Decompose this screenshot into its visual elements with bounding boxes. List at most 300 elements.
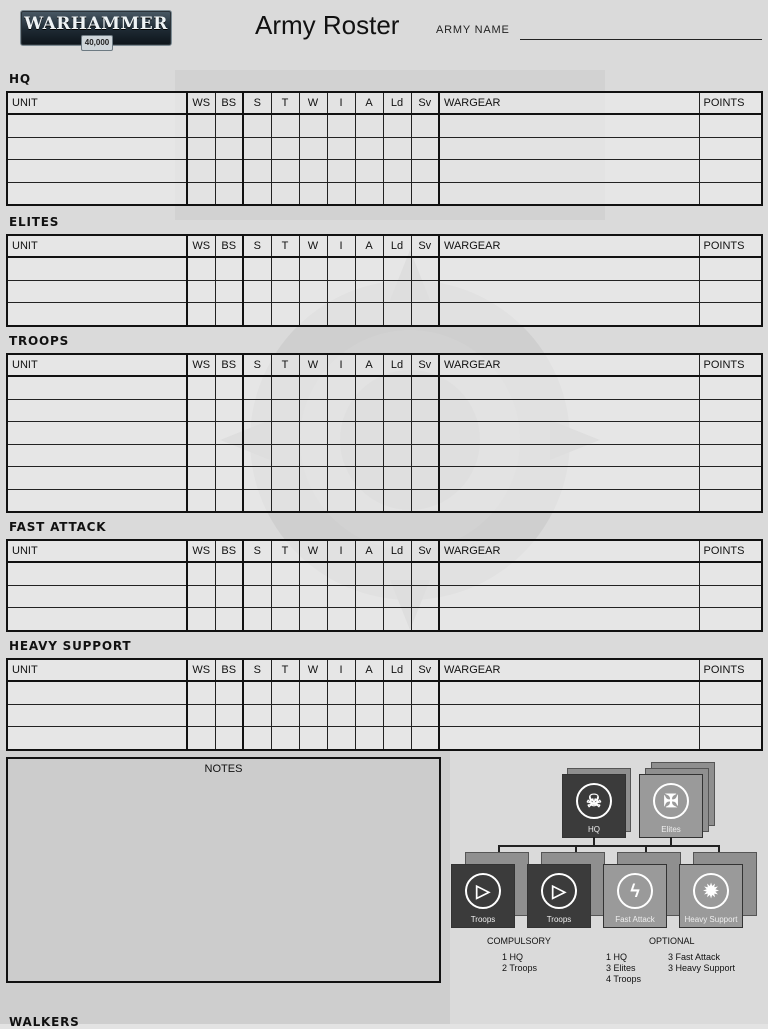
table-cell-i[interactable]: [327, 562, 355, 585]
table-cell-points[interactable]: [699, 562, 762, 585]
table-cell-i[interactable]: [327, 399, 355, 422]
table-cell-ws[interactable]: [187, 467, 215, 490]
table-cell-w[interactable]: [299, 182, 327, 205]
table-cell-ld[interactable]: [383, 160, 411, 183]
table-cell-ld[interactable]: [383, 422, 411, 445]
table-cell-ld[interactable]: [383, 467, 411, 490]
table-cell-points[interactable]: [699, 489, 762, 512]
table-row: [7, 182, 762, 205]
table-cell-t[interactable]: [271, 444, 299, 467]
table-cell-w[interactable]: [299, 704, 327, 727]
table-cell-ld[interactable]: [383, 608, 411, 631]
table-cell-w[interactable]: [299, 160, 327, 183]
table-cell-points[interactable]: [699, 303, 762, 326]
table-cell-wargear[interactable]: [439, 704, 699, 727]
table-cell-sv[interactable]: [411, 399, 439, 422]
table-cell-s[interactable]: [243, 114, 271, 137]
table-cell-wargear[interactable]: [439, 727, 699, 750]
table-cell-s[interactable]: [243, 585, 271, 608]
column-header: POINTS: [699, 92, 762, 114]
table-cell-a[interactable]: [355, 160, 383, 183]
column-header: Sv: [411, 92, 439, 114]
table-cell-w[interactable]: [299, 444, 327, 467]
table-cell-w[interactable]: [299, 376, 327, 399]
table-cell-sv[interactable]: [411, 114, 439, 137]
column-header: S: [243, 659, 271, 681]
table-cell-t[interactable]: [271, 303, 299, 326]
table-cell-points[interactable]: [699, 704, 762, 727]
table-cell-a[interactable]: [355, 704, 383, 727]
table-cell-unit[interactable]: [7, 727, 187, 750]
table-cell-t[interactable]: [271, 257, 299, 280]
table-cell-bs[interactable]: [215, 303, 243, 326]
table-cell-unit[interactable]: [7, 681, 187, 704]
table-cell-ws[interactable]: [187, 585, 215, 608]
table-cell-wargear[interactable]: [439, 562, 699, 585]
table-cell-w[interactable]: [299, 562, 327, 585]
table-cell-a[interactable]: [355, 444, 383, 467]
table-cell-unit[interactable]: [7, 704, 187, 727]
table-cell-ld[interactable]: [383, 303, 411, 326]
table-cell-s[interactable]: [243, 704, 271, 727]
table-cell-ld[interactable]: [383, 257, 411, 280]
table-cell-i[interactable]: [327, 608, 355, 631]
table-row: [7, 160, 762, 183]
table-cell-w[interactable]: [299, 257, 327, 280]
table-cell-points[interactable]: [699, 444, 762, 467]
table-cell-bs[interactable]: [215, 608, 243, 631]
notes-box[interactable]: [6, 757, 441, 983]
table-cell-s[interactable]: [243, 257, 271, 280]
section-title-walkers: WALKERS: [9, 1015, 80, 1029]
table-cell-unit[interactable]: [7, 376, 187, 399]
table-cell-t[interactable]: [271, 182, 299, 205]
table-cell-ws[interactable]: [187, 727, 215, 750]
table-cell-i[interactable]: [327, 376, 355, 399]
table-cell-wargear[interactable]: [439, 399, 699, 422]
table-cell-t[interactable]: [271, 376, 299, 399]
table-cell-ws[interactable]: [187, 704, 215, 727]
table-cell-sv[interactable]: [411, 704, 439, 727]
table-cell-w[interactable]: [299, 280, 327, 303]
table-cell-bs[interactable]: [215, 681, 243, 704]
column-header: WARGEAR: [439, 540, 699, 562]
table-row: [7, 467, 762, 490]
table-cell-ld[interactable]: [383, 727, 411, 750]
table-cell-ld[interactable]: [383, 114, 411, 137]
table-cell-t[interactable]: [271, 585, 299, 608]
section-title-elites: ELITES: [9, 215, 60, 229]
table-cell-ld[interactable]: [383, 137, 411, 160]
table-cell-ld[interactable]: [383, 681, 411, 704]
column-header: Sv: [411, 235, 439, 257]
column-header: Sv: [411, 659, 439, 681]
table-cell-points[interactable]: [699, 608, 762, 631]
table-cell-sv[interactable]: [411, 137, 439, 160]
table-cell-ws[interactable]: [187, 444, 215, 467]
column-header: POINTS: [699, 659, 762, 681]
column-header: S: [243, 540, 271, 562]
troops-arrow-icon: ▷: [465, 873, 501, 909]
column-header: T: [271, 235, 299, 257]
table-cell-points[interactable]: [699, 681, 762, 704]
elites-card: [639, 774, 703, 838]
troops-card-1: [451, 864, 515, 928]
table-cell-ld[interactable]: [383, 444, 411, 467]
table-cell-s[interactable]: [243, 562, 271, 585]
table-cell-bs[interactable]: [215, 399, 243, 422]
table-cell-t[interactable]: [271, 727, 299, 750]
table-cell-s[interactable]: [243, 303, 271, 326]
table-cell-points[interactable]: [699, 257, 762, 280]
table-cell-a[interactable]: [355, 727, 383, 750]
troops-card-2: [527, 864, 591, 928]
table-cell-wargear[interactable]: [439, 114, 699, 137]
table-cell-unit[interactable]: [7, 562, 187, 585]
table-cell-wargear[interactable]: [439, 280, 699, 303]
table-cell-sv[interactable]: [411, 303, 439, 326]
table-cell-i[interactable]: [327, 585, 355, 608]
table-cell-ld[interactable]: [383, 376, 411, 399]
table-cell-s[interactable]: [243, 467, 271, 490]
table-cell-s[interactable]: [243, 160, 271, 183]
roster-table-heavy-support: [6, 658, 763, 751]
table-cell-a[interactable]: [355, 489, 383, 512]
table-cell-a[interactable]: [355, 257, 383, 280]
table-cell-w[interactable]: [299, 422, 327, 445]
table-cell-unit[interactable]: [7, 160, 187, 183]
column-header: UNIT: [7, 659, 187, 681]
table-cell-sv[interactable]: [411, 422, 439, 445]
table-cell-points[interactable]: [699, 467, 762, 490]
table-row: [7, 422, 762, 445]
table-cell-a[interactable]: [355, 182, 383, 205]
table-cell-t[interactable]: [271, 489, 299, 512]
table-cell-a[interactable]: [355, 562, 383, 585]
table-cell-w[interactable]: [299, 399, 327, 422]
table-cell-ws[interactable]: [187, 489, 215, 512]
table-row: [7, 585, 762, 608]
column-header: Ld: [383, 540, 411, 562]
table-cell-w[interactable]: [299, 608, 327, 631]
column-header: WS: [187, 92, 215, 114]
table-cell-wargear[interactable]: [439, 257, 699, 280]
table-cell-unit[interactable]: [7, 303, 187, 326]
table-cell-wargear[interactable]: [439, 444, 699, 467]
table-cell-points[interactable]: [699, 280, 762, 303]
table-cell-points[interactable]: [699, 182, 762, 205]
column-header: Sv: [411, 354, 439, 376]
column-header: I: [327, 659, 355, 681]
table-cell-bs[interactable]: [215, 376, 243, 399]
table-cell-s[interactable]: [243, 280, 271, 303]
table-cell-s[interactable]: [243, 681, 271, 704]
table-cell-t[interactable]: [271, 399, 299, 422]
table-cell-unit[interactable]: [7, 280, 187, 303]
column-header: A: [355, 540, 383, 562]
column-header: Ld: [383, 354, 411, 376]
table-cell-bs[interactable]: [215, 137, 243, 160]
table-cell-sv[interactable]: [411, 585, 439, 608]
table-cell-sv[interactable]: [411, 182, 439, 205]
table-cell-t[interactable]: [271, 562, 299, 585]
compulsory-list: [502, 952, 537, 974]
table-cell-points[interactable]: [699, 160, 762, 183]
table-cell-i[interactable]: [327, 280, 355, 303]
table-cell-w[interactable]: [299, 303, 327, 326]
table-header-row: [7, 92, 762, 114]
table-cell-t[interactable]: [271, 467, 299, 490]
warhammer-logo: [20, 10, 172, 46]
column-header: Ld: [383, 659, 411, 681]
table-cell-points[interactable]: [699, 114, 762, 137]
table-cell-s[interactable]: [243, 182, 271, 205]
table-cell-wargear[interactable]: [439, 489, 699, 512]
table-cell-t[interactable]: [271, 608, 299, 631]
table-cell-i[interactable]: [327, 704, 355, 727]
table-cell-a[interactable]: [355, 467, 383, 490]
table-row: [7, 257, 762, 280]
table-cell-sv[interactable]: [411, 376, 439, 399]
table-cell-i[interactable]: [327, 114, 355, 137]
roster-table-troops: [6, 353, 763, 513]
column-header: UNIT: [7, 354, 187, 376]
optional-list-2: [668, 952, 735, 974]
table-cell-ws[interactable]: [187, 681, 215, 704]
table-row: [7, 444, 762, 467]
table-cell-ld[interactable]: [383, 182, 411, 205]
table-row: [7, 727, 762, 750]
table-cell-sv[interactable]: [411, 160, 439, 183]
table-cell-wargear[interactable]: [439, 467, 699, 490]
table-cell-t[interactable]: [271, 280, 299, 303]
column-header: UNIT: [7, 92, 187, 114]
column-header: W: [299, 354, 327, 376]
table-cell-points[interactable]: [699, 727, 762, 750]
table-cell-ld[interactable]: [383, 562, 411, 585]
table-cell-i[interactable]: [327, 444, 355, 467]
table-cell-sv[interactable]: [411, 280, 439, 303]
table-cell-wargear[interactable]: [439, 585, 699, 608]
column-header: I: [327, 354, 355, 376]
table-cell-bs[interactable]: [215, 280, 243, 303]
table-cell-bs[interactable]: [215, 182, 243, 205]
table-cell-w[interactable]: [299, 137, 327, 160]
table-cell-a[interactable]: [355, 681, 383, 704]
table-cell-bs[interactable]: [215, 422, 243, 445]
table-cell-sv[interactable]: [411, 608, 439, 631]
table-cell-points[interactable]: [699, 422, 762, 445]
table-cell-sv[interactable]: [411, 257, 439, 280]
table-cell-i[interactable]: [327, 137, 355, 160]
section-title-troops: TROOPS: [9, 334, 70, 348]
table-cell-i[interactable]: [327, 681, 355, 704]
table-cell-s[interactable]: [243, 608, 271, 631]
table-cell-bs[interactable]: [215, 562, 243, 585]
army-name-field[interactable]: [520, 39, 762, 40]
table-row: [7, 399, 762, 422]
table-cell-bs[interactable]: [215, 727, 243, 750]
column-header: WS: [187, 354, 215, 376]
table-cell-bs[interactable]: [215, 704, 243, 727]
table-cell-bs[interactable]: [215, 257, 243, 280]
troops-arrow-icon: ▷: [541, 873, 577, 909]
table-cell-s[interactable]: [243, 444, 271, 467]
troops-card-1-label: Troops: [470, 915, 496, 924]
table-cell-t[interactable]: [271, 160, 299, 183]
table-cell-s[interactable]: [243, 727, 271, 750]
table-cell-bs[interactable]: [215, 467, 243, 490]
table-cell-ws[interactable]: [187, 376, 215, 399]
table-cell-unit[interactable]: [7, 399, 187, 422]
table-cell-bs[interactable]: [215, 160, 243, 183]
table-cell-a[interactable]: [355, 137, 383, 160]
table-cell-ws[interactable]: [187, 303, 215, 326]
table-cell-points[interactable]: [699, 399, 762, 422]
table-cell-unit[interactable]: [7, 137, 187, 160]
table-cell-ws[interactable]: [187, 280, 215, 303]
table-cell-ws[interactable]: [187, 160, 215, 183]
column-header: Sv: [411, 540, 439, 562]
column-header: UNIT: [7, 540, 187, 562]
table-cell-w[interactable]: [299, 489, 327, 512]
column-header: A: [355, 235, 383, 257]
table-cell-ws[interactable]: [187, 137, 215, 160]
table-cell-ld[interactable]: [383, 704, 411, 727]
column-header: I: [327, 92, 355, 114]
optional-line: 4 Troops: [606, 974, 642, 984]
table-cell-unit[interactable]: [7, 489, 187, 512]
table-cell-a[interactable]: [355, 399, 383, 422]
column-header: UNIT: [7, 235, 187, 257]
table-cell-ws[interactable]: [187, 182, 215, 205]
table-cell-ld[interactable]: [383, 489, 411, 512]
table-cell-t[interactable]: [271, 704, 299, 727]
table-cell-sv[interactable]: [411, 444, 439, 467]
table-cell-a[interactable]: [355, 376, 383, 399]
table-cell-i[interactable]: [327, 303, 355, 326]
table-cell-bs[interactable]: [215, 114, 243, 137]
table-cell-sv[interactable]: [411, 727, 439, 750]
compulsory-line: 2 Troops: [502, 963, 538, 973]
table-cell-s[interactable]: [243, 137, 271, 160]
table-cell-w[interactable]: [299, 681, 327, 704]
table-cell-ws[interactable]: [187, 114, 215, 137]
column-header: WS: [187, 659, 215, 681]
roster-table-hq: [6, 91, 763, 206]
table-cell-ws[interactable]: [187, 608, 215, 631]
table-cell-wargear[interactable]: [439, 160, 699, 183]
table-cell-i[interactable]: [327, 160, 355, 183]
table-cell-points[interactable]: [699, 585, 762, 608]
table-cell-ws[interactable]: [187, 399, 215, 422]
table-cell-wargear[interactable]: [439, 422, 699, 445]
table-cell-a[interactable]: [355, 585, 383, 608]
table-cell-unit[interactable]: [7, 608, 187, 631]
elites-card-label: Elites: [661, 825, 681, 834]
compulsory-label: COMPULSORY: [487, 936, 551, 946]
table-cell-wargear[interactable]: [439, 608, 699, 631]
table-cell-a[interactable]: [355, 608, 383, 631]
table-cell-i[interactable]: [327, 489, 355, 512]
column-header: W: [299, 659, 327, 681]
table-cell-w[interactable]: [299, 114, 327, 137]
table-cell-a[interactable]: [355, 422, 383, 445]
table-cell-unit[interactable]: [7, 114, 187, 137]
table-cell-points[interactable]: [699, 137, 762, 160]
table-cell-unit[interactable]: [7, 444, 187, 467]
table-cell-unit[interactable]: [7, 585, 187, 608]
table-cell-w[interactable]: [299, 467, 327, 490]
table-cell-bs[interactable]: [215, 444, 243, 467]
table-cell-s[interactable]: [243, 399, 271, 422]
table-cell-sv[interactable]: [411, 489, 439, 512]
table-cell-unit[interactable]: [7, 257, 187, 280]
table-cell-unit[interactable]: [7, 467, 187, 490]
table-cell-unit[interactable]: [7, 182, 187, 205]
table-cell-s[interactable]: [243, 376, 271, 399]
table-cell-wargear[interactable]: [439, 376, 699, 399]
table-cell-i[interactable]: [327, 467, 355, 490]
table-cell-w[interactable]: [299, 727, 327, 750]
table-cell-points[interactable]: [699, 376, 762, 399]
table-cell-unit[interactable]: [7, 422, 187, 445]
table-cell-a[interactable]: [355, 280, 383, 303]
table-cell-t[interactable]: [271, 137, 299, 160]
table-cell-bs[interactable]: [215, 489, 243, 512]
table-cell-ld[interactable]: [383, 585, 411, 608]
elites-connector: [670, 837, 672, 845]
table-cell-sv[interactable]: [411, 467, 439, 490]
table-cell-t[interactable]: [271, 114, 299, 137]
table-cell-i[interactable]: [327, 727, 355, 750]
table-cell-i[interactable]: [327, 257, 355, 280]
table-cell-sv[interactable]: [411, 681, 439, 704]
table-cell-a[interactable]: [355, 114, 383, 137]
section-title-hq: HQ: [9, 72, 31, 86]
table-cell-t[interactable]: [271, 681, 299, 704]
table-cell-wargear[interactable]: [439, 303, 699, 326]
table-cell-bs[interactable]: [215, 585, 243, 608]
heavy-support-card-label: Heavy Support: [684, 915, 738, 924]
column-header: W: [299, 235, 327, 257]
table-cell-ws[interactable]: [187, 562, 215, 585]
hq-connector: [593, 837, 595, 845]
section-title-heavy-support: HEAVY SUPPORT: [9, 639, 132, 653]
table-cell-s[interactable]: [243, 489, 271, 512]
table-cell-s[interactable]: [243, 422, 271, 445]
table-cell-wargear[interactable]: [439, 681, 699, 704]
column-header: WARGEAR: [439, 235, 699, 257]
column-header: T: [271, 659, 299, 681]
table-cell-a[interactable]: [355, 303, 383, 326]
table-cell-ld[interactable]: [383, 399, 411, 422]
table-cell-ld[interactable]: [383, 280, 411, 303]
table-cell-i[interactable]: [327, 182, 355, 205]
table-cell-w[interactable]: [299, 585, 327, 608]
table-cell-wargear[interactable]: [439, 182, 699, 205]
optional-label: OPTIONAL: [649, 936, 695, 946]
table-cell-i[interactable]: [327, 422, 355, 445]
table-cell-wargear[interactable]: [439, 137, 699, 160]
logo-sub-badge: 40,000: [81, 35, 113, 51]
table-row: [7, 489, 762, 512]
table-cell-sv[interactable]: [411, 562, 439, 585]
table-cell-t[interactable]: [271, 422, 299, 445]
fast-attack-card-label: Fast Attack: [615, 915, 655, 924]
table-cell-ws[interactable]: [187, 257, 215, 280]
table-cell-ws[interactable]: [187, 422, 215, 445]
